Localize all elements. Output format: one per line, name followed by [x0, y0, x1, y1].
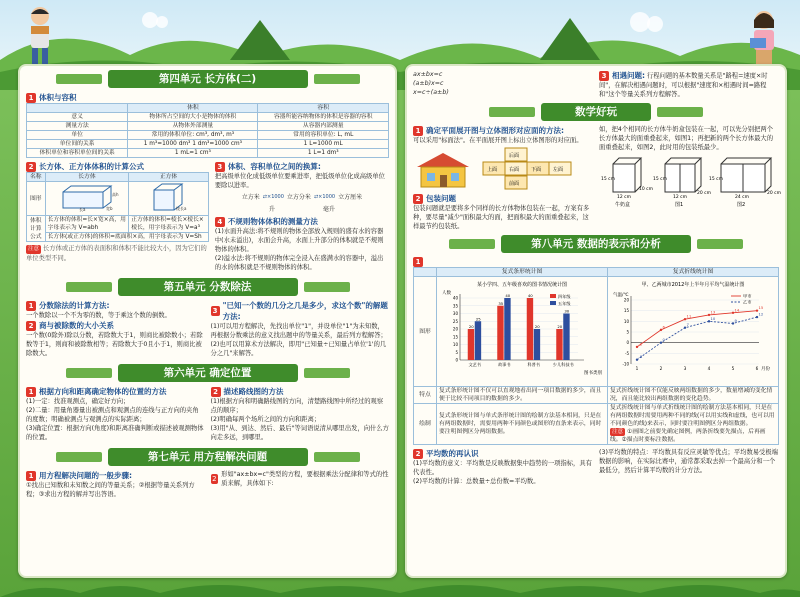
legend-label: 乙市: [743, 299, 752, 305]
fig-label-2: 图2: [737, 202, 746, 208]
cuboid-formula: 长方体的体积=长×宽×高，用字母表示为 V=abh: [45, 216, 129, 233]
point-value-label: 6: [662, 324, 665, 330]
x-tick-label: 文艺书: [468, 362, 482, 367]
point-value-label: 9: [734, 317, 737, 323]
x-tick-label: 科普书: [527, 362, 541, 367]
y-tick-label: 25: [452, 318, 458, 324]
bar-value-label: 30: [564, 308, 570, 314]
table-row: [27, 149, 389, 158]
table-cell: 1 L=1 dm³: [258, 149, 389, 158]
note-text: 长方体或正方体的表面积和体积不能比较大小，因为它们的单位类型不同。: [26, 245, 207, 262]
solve-line-2: (2)也可以用算术方法解决，即用"已知量÷已知量占单位'1'的几分之几"来解答。: [210, 341, 387, 357]
x-tick-label: 少儿科技书: [552, 362, 574, 367]
y-tick-label: -5: [625, 350, 629, 356]
packaging-example: 如，把4个相同的长方体牛奶盒包装在一起，可以先分别把两个长方体最大的面重叠起来，如图1；再把新的两个长方体最大的面重叠起来，如图2，此时用的包装纸最少。: [599, 126, 774, 151]
net-face-label: 左面: [553, 167, 564, 173]
cube-diagram: [144, 182, 194, 212]
section-title: 用方程解决问题的一般步骤:: [39, 471, 132, 480]
table-cell: 1 L=1000 mL: [258, 140, 389, 149]
fig-dim-9: 24 cm: [735, 195, 750, 200]
y-tick-label: 20: [623, 297, 629, 303]
conversion-liters: [215, 205, 389, 214]
point-value-label: 13: [710, 309, 716, 315]
table-cell: 测量方法: [27, 122, 128, 131]
section-number-1: 1: [26, 387, 36, 397]
bar-value-label: 20: [534, 324, 540, 329]
line-feature: 复式折线统计图不仅能反映两组数据的多少，数量增减的变化情况，而且能比较出两组数据的变化趋势。: [608, 387, 779, 404]
x-tick-label: 1: [635, 366, 639, 371]
point-value-label: 0: [662, 337, 665, 343]
unit-liter: 升: [268, 206, 275, 213]
unit-cm3: 立方厘米: [338, 194, 363, 201]
bar-五年级-故事书: [504, 298, 510, 360]
unit-dm3: 立方分米: [286, 194, 311, 201]
left-page: [18, 64, 397, 578]
row-label-drawing: 绘制: [414, 404, 437, 445]
section-title: 分数除法的计算方法:: [39, 301, 110, 310]
rate-arrow: ⇄×1000: [262, 194, 284, 200]
section-title: 描述路线图的方法: [223, 387, 284, 396]
section-number-1: 1: [26, 471, 36, 481]
figure-2: [721, 158, 771, 192]
equation-steps: ①找出已知数和未知数之间的等量关系；②根据等量关系列方程；③求出方程的解并写出答语。: [26, 482, 195, 498]
section-number-2: 2: [413, 449, 423, 459]
section-title: 确定平面展开图与立体图形对应面的方法:: [426, 126, 564, 135]
irregular-line-2: (2)溢水法:将不规则的物体完全浸入在盛满水的容器中，溢出的水的体积就是不规则物体的体积。: [214, 255, 384, 271]
y-tick-label: 5: [626, 329, 629, 335]
net-face-label: 前面: [509, 181, 520, 187]
table-row: [27, 140, 389, 149]
conversion-diagram: [215, 193, 389, 202]
unit7-banner: 第七单元 用方程解决问题: [108, 448, 308, 466]
bar-四年级-少儿科技书: [556, 329, 562, 360]
net-face-label: 右面: [509, 167, 520, 173]
route-line-2: (2)明确每两个场所之间的方向和距离；: [210, 416, 321, 423]
x-tick-label: 6: [755, 366, 759, 371]
section-number-3: 3: [599, 71, 609, 81]
header-cell: 容积: [258, 104, 389, 113]
section-title: 不规则物体体积的测量方法: [227, 217, 318, 226]
unit6-banner: 第六单元 确定位置: [118, 364, 298, 382]
row-label-figure: 图形: [27, 182, 46, 216]
fun-math-banner: 数学好玩: [541, 103, 651, 121]
quotient-relation: 一个数(0除外)除以分数，若除数大于1，则商比被除数小；若除数等于1，则商和被除数相等；若除数大于0且小于1，则商比被除数大。: [26, 332, 203, 357]
y-tick-label: 5: [455, 349, 458, 355]
unit5-content: [20, 300, 395, 358]
point-value-label: -2: [638, 341, 643, 347]
section-number-1: 1: [26, 301, 36, 311]
row-label-figure: 图形: [414, 277, 437, 387]
point-value-label: -8: [638, 354, 643, 360]
rate-arrow: ⇄×1000: [313, 194, 336, 200]
box-net-diagram: [479, 147, 579, 191]
section-number-1: 1: [413, 257, 423, 267]
fig-label-1: 图1: [675, 202, 684, 208]
right-page: [405, 64, 787, 578]
row-label-calc: 体积计算公式: [27, 216, 46, 242]
table-cell: 1 m³=1000 dm³ 1 dm³=1000 cm³: [128, 140, 258, 149]
cuboid-figure: [45, 182, 129, 216]
section-title: 体积与容积: [39, 93, 77, 102]
position-line-2: (2)二量：用量角器量出被测点和观测点的连线与正方向的夹角的度数；明确被测点与观测点的实际距离；: [26, 407, 199, 423]
unit5-banner: 第五单元 分数除法: [118, 278, 298, 296]
section-title: 体积、容积单位之间的换算:: [227, 162, 321, 171]
section-number-2: 2: [211, 387, 221, 397]
division-rule: 一个数除以一个不为零的数，等于乘这个数的倒数。: [26, 312, 171, 319]
cuboid-label-height: 高h: [111, 192, 119, 197]
row-label-feature: 特点: [414, 387, 437, 404]
section-number-2: 2: [26, 162, 36, 172]
unit7-content: [20, 470, 395, 499]
bar-drawing: 复式条形统计图与单式条形统计图的绘制方法基本相同，只是在有两组数据时，需要用两种不同颜色或图形的直条来表示，同时要注明图例区分两组数据。: [437, 404, 608, 445]
fig-dim-6: 12 cm: [673, 195, 688, 200]
x-axis-label: 图书类别: [584, 371, 602, 376]
note-chip: 注意: [28, 246, 40, 252]
house-illustration: [413, 149, 473, 189]
packaging-figures: [599, 152, 782, 210]
meeting-problem-text: 行程问题的基本数量关系是"路程=速度×时间"，在解决相遇问题时，可以根据"速度和×相遇时间=路程和"这个等量关系列方程解答。: [599, 72, 768, 98]
bar-四年级-文艺书: [468, 329, 474, 360]
header-cell: 正方体: [129, 173, 209, 182]
section-number-1: 1: [413, 126, 423, 136]
legend-label: 五年级: [558, 301, 571, 306]
figure-1: [665, 158, 701, 192]
general-formula: 长方体(或正方体)的体积=底面积×高，用字母表示为 V=Sh: [45, 233, 208, 242]
y-tick-label: 35: [452, 303, 458, 309]
legend-swatch: [550, 301, 556, 305]
position-line-3: (3)确定位置：根据方向(角度)和距离准确判断或描述被观测物体的位置。: [26, 425, 204, 441]
y-tick-label: 10: [623, 318, 629, 324]
fig-dim-5: 20 cm: [697, 191, 712, 196]
statistics-compare-table: [413, 267, 779, 445]
line-drawing-text: 复式折线统计图与单式折线统计图的绘制方法基本相同，只是在有两组数据时需要用两种不同的线(可以用实线和虚线，也可以用不同颜色的线)来表示，同时要注明图例区分两组数据。: [610, 405, 775, 427]
bar-feature: 复式条形统计图不仅可以直观地看出同一项目数据的多少，而且便于比较不同项目的数据的多少。: [437, 387, 608, 404]
cube-formula: 正方体的体积=棱长×棱长×棱长，用字母表示为 V=a³: [129, 216, 209, 233]
x-tick-label: 5: [731, 366, 735, 371]
unit-milliliter: 毫升: [322, 206, 335, 213]
bar-四年级-故事书: [497, 306, 503, 360]
unit8-section-1: [407, 257, 785, 445]
double-bar-chart: [438, 278, 606, 382]
bar-五年级-文艺书: [475, 321, 481, 360]
section-title: 相遇问题:: [612, 71, 645, 80]
conversion-text: 把高级单位化成低级单位要乘进率，把低级单位化成高级单位要除以进率。: [214, 173, 385, 189]
average-line-2: (2)平均数的计算：总数量÷总份数=平均数。: [413, 478, 540, 485]
line-drawing: [608, 404, 779, 445]
table-cell: 容器所能容纳物体的体积是容器的容积: [258, 113, 389, 122]
unit-m3: 立方米: [241, 194, 260, 201]
x-tick-label: 2: [659, 366, 663, 371]
position-line-1: (1)一定：找准观测点，确定好方向；: [26, 398, 130, 405]
packaging-text: 包装问题就是要将多个同样的长方体物体包装在一起，方案有多种，要尽量"减少"面积最大的面，把面积最大的面重叠起来，这样最节约包装纸。: [413, 205, 590, 230]
net-method-text: 可以采用"标面法"。在平面展开图上标出立体图形的对应面。: [413, 137, 583, 144]
y-tick-label: 0: [626, 340, 629, 346]
route-line-3: (3)用"从、到达、然后、最后"等词语说清从哪里出发，向什么方向走多远，到哪里。: [210, 425, 389, 441]
cuboid-label-length: 长a: [78, 207, 86, 212]
section-number-2: 2: [212, 475, 217, 483]
table-cell: 体积单位和容积单位间的关系: [27, 149, 128, 158]
bar-value-label: 20: [557, 324, 563, 329]
section-number-2: 2: [413, 194, 423, 204]
x-tick-label: 4: [707, 366, 711, 371]
equation-line-2: (a±b)x=c: [413, 80, 444, 87]
table-cell: 意义: [27, 113, 128, 122]
legend-swatch: [550, 294, 556, 298]
series-line-甲市: [637, 311, 757, 347]
net-face-label: 上面: [487, 167, 498, 173]
unit6-content: [20, 386, 395, 442]
header-cell: [27, 104, 128, 113]
chart-title: 甲、乙两城市2012年上半年月平均气温统计图: [641, 282, 745, 288]
point-value-label: 10: [710, 315, 716, 321]
y-axis-label: 人数: [442, 291, 451, 296]
table-cell: 1 mL=1 cm³: [128, 149, 258, 158]
average-feature: (3)平均数的特点：平均数具有反应灵敏等优点；平均数易受极端数据的影响，在实际比赛中，通常都采取去掉一个最高分和一个最低分，然后计算平均数的计分方法。: [599, 449, 778, 474]
y-tick-label: 30: [452, 311, 458, 316]
section-number-3: 3: [211, 306, 220, 316]
cube-label-edge: 棱长a: [175, 206, 186, 211]
fun-math-content: [407, 125, 785, 231]
y-tick-label: 0: [455, 357, 458, 363]
double-line-chart: [609, 278, 777, 382]
footer-grass: [0, 573, 800, 597]
table-row: [27, 122, 389, 131]
table-cell: 常用的体积单位: cm³, dm³, m³: [128, 131, 258, 140]
unit8-banner: 第八单元 数据的表示和分析: [501, 235, 691, 253]
unit8-section-2: [407, 448, 785, 486]
x-axis-label: 月份: [761, 367, 770, 372]
point-value-label: 11: [686, 313, 692, 319]
table-cell: 从物体外部测量: [128, 122, 258, 131]
section-title: 平均数的再认识: [426, 449, 479, 458]
header-cell: 复式条形统计图: [437, 268, 608, 277]
bar-value-label: 40: [527, 293, 533, 298]
net-face-label: 下面: [531, 167, 542, 173]
section-number-1: 1: [26, 93, 36, 103]
average-line-1: (1)平均数的意义：平均数是反映数据集中趋势的一项指标，具有代表性。: [413, 460, 592, 476]
bar-五年级-科普书: [534, 329, 540, 360]
equation-line-3: x=c÷(a±b): [413, 89, 449, 96]
section-title: 形如"ax±bx=c"类型的方程，要根据乘法分配律和等式的性质来解，具体如下:: [221, 471, 389, 487]
legend-label: 四年级: [558, 294, 571, 299]
solve-line-1: (1)可以用方程解决，先找出单位"1"，并设单位"1"为未知数，再根据分数乘法的意义找出题中的等量关系，最后列方程解答；: [210, 323, 387, 339]
table-row: [27, 131, 389, 140]
section-title: 包装问题: [426, 194, 456, 203]
unit4-section-1: [20, 92, 395, 158]
table-cell: 物体所占空间的大小是物体的体积: [128, 113, 258, 122]
cuboid-diagram: [57, 182, 117, 212]
section-title: 长方体、正方体体积的计算公式: [39, 162, 144, 171]
y-tick-label: -10: [622, 361, 629, 367]
bar-value-label: 35: [498, 300, 504, 306]
x-tick-label: 3: [683, 366, 687, 371]
x-tick-label: 故事书: [497, 362, 511, 367]
unit7-continued: [407, 66, 785, 99]
point-value-label: 12: [758, 311, 764, 317]
bar-value-label: 40: [505, 293, 511, 298]
cuboid-label-width: 宽b: [105, 206, 113, 211]
note-text: ①画图之前要先确定图例，两条折线要先描点，后再画线。②描点时要标注数据。: [610, 429, 766, 443]
header-cell: 复式折线统计图: [608, 268, 779, 277]
formula-table: [26, 172, 209, 242]
irregular-line-1: (1)水面升高法:将不规则的物体全部放入规则的盛有水的容器中(水未溢出)，水面会升高，水面上升部分的体积就是不规则物体的体积。: [214, 228, 384, 253]
fig-dim-7: 15 cm: [709, 177, 724, 182]
table-row: [27, 113, 389, 122]
section-number-2: 2: [26, 321, 36, 331]
fig-label-box: 牛奶盒: [615, 202, 631, 208]
header-cell: 名称: [27, 173, 46, 182]
section-title: "已知一个数的几分之几是多少，求这个数"的解题方法:: [222, 301, 388, 321]
fig-dim-2: 10 cm: [639, 187, 654, 192]
bar-五年级-少儿科技书: [563, 314, 569, 361]
fig-dim-3: 12 cm: [617, 195, 632, 200]
header-cell: 长方体: [45, 173, 129, 182]
unit4-row-2: [20, 161, 395, 272]
y-tick-label: 15: [623, 308, 629, 314]
y-axis-label: 气温/℃: [613, 293, 629, 298]
point-value-label: 14: [734, 307, 740, 313]
section-title: 商与被除数的大小关系: [39, 321, 114, 330]
table-cell: 单位: [27, 131, 128, 140]
header-cell: [414, 268, 437, 277]
chart-title: 某小学四、五年级喜欢的图书情况统计图: [476, 282, 568, 288]
header-cell: 体积: [128, 104, 258, 113]
bar-value-label: 25: [475, 316, 481, 322]
fig-dim-1: 15 cm: [601, 177, 616, 182]
note-chip: 注意: [612, 429, 624, 435]
table-cell: 单位间的关系: [27, 140, 128, 149]
section-number-3: 3: [215, 162, 225, 172]
net-face-label: 后面: [509, 153, 520, 159]
milk-box-figure: [613, 158, 641, 192]
section-title: 根据方向和距离确定物体的位置的方法: [39, 387, 167, 396]
y-tick-label: 15: [452, 334, 458, 340]
bar-四年级-科普书: [527, 298, 533, 360]
y-tick-label: 20: [452, 326, 458, 332]
point-value-label: 7: [686, 322, 689, 328]
y-tick-label: 40: [452, 295, 458, 301]
bar-value-label: 20: [468, 324, 474, 329]
table-cell: 从容器内部测量: [258, 122, 389, 131]
legend-label: 甲市: [743, 293, 752, 299]
table-cell: 常用的容积单位: L, mL: [258, 131, 389, 140]
section-number-4: 4: [215, 217, 225, 227]
unit4-banner: 第四单元 长方体(二): [108, 70, 308, 88]
equation-line-1: ax±bx=c: [413, 71, 443, 78]
y-tick-label: 10: [452, 342, 458, 347]
fig-dim-4: 15 cm: [653, 177, 668, 182]
volume-capacity-table: [26, 103, 389, 158]
route-line-1: (1)根据方向和明确路线图的方向，清楚路线图中所经过的观察点的顺序；: [210, 398, 384, 414]
fig-dim-8: 20 cm: [767, 191, 782, 196]
point-value-label: 15: [758, 305, 764, 311]
cube-figure: [129, 182, 209, 216]
